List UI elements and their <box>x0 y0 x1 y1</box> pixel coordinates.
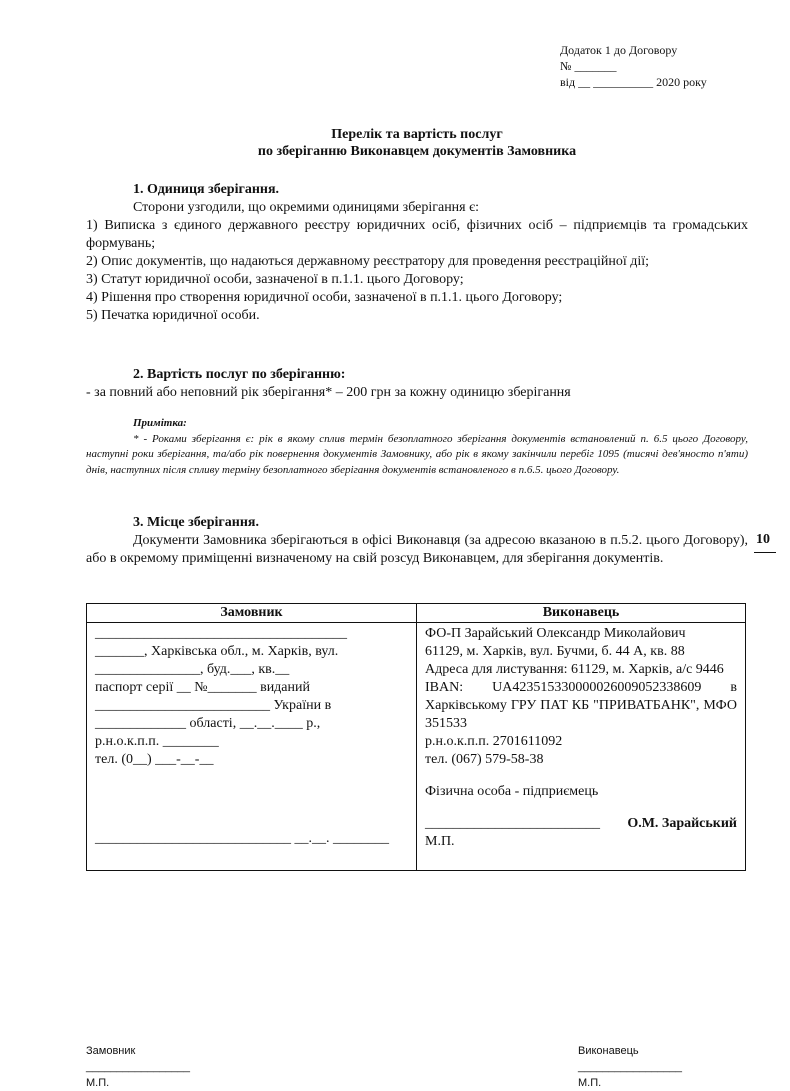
contractor-detail-line: тел. (067) 579-58-38 <box>425 752 544 767</box>
customer-details-cell <box>87 623 417 871</box>
note-block <box>86 416 748 478</box>
title-line-2: по зберіганню Виконавцем документів Замовника <box>257 144 577 159</box>
section-2-text: - за повний або неповний рік зберігання* – 200 грн за кожну одиницю зберігання <box>86 385 571 400</box>
appendix-line-2: № _______ <box>560 59 617 73</box>
footer-customer <box>86 1043 190 1091</box>
section-storage-place <box>86 514 748 568</box>
table-header-row <box>87 604 746 623</box>
section-2-heading: 2. Вартість послуг по зберіганню: <box>133 367 346 382</box>
page-number-underline <box>754 552 776 553</box>
contractor-detail-line: IBAN: UA423515330000026009052338609 в Харківському ГРУ ПАТ КБ "ПРИВАТБАНК", МФО 351533 <box>425 680 737 731</box>
document-title <box>86 126 748 160</box>
appendix-line-1: Додаток 1 до Договору <box>560 43 678 57</box>
customer-detail-line: тел. (0__) ___-__-__ <box>95 752 214 767</box>
contractor-signature-name: О.М. Зарайський <box>627 816 737 831</box>
customer-detail-line: _________________________ України в <box>95 698 332 713</box>
footer-contractor-line: _________________ <box>578 1061 683 1073</box>
section-3-heading: 3. Місце зберігання. <box>133 515 259 530</box>
appendix-header <box>560 42 707 90</box>
parties-table <box>86 603 746 871</box>
table-row <box>87 623 746 871</box>
note-heading: Примітка: <box>133 417 187 429</box>
contractor-detail-line: 61129, м. Харків, вул. Бучми, б. 44 А, кв. 88 <box>425 644 685 659</box>
section-1-item: 3) Статут юридичної особи, зазначеної в п.1.1. цього Договору; <box>86 272 464 287</box>
footer-customer-stamp: М.П. <box>86 1077 110 1089</box>
appendix-line-3: від __ __________ 2020 року <box>560 75 707 89</box>
section-1-intro: Сторони узгодили, що окремими одиницями зберігання є: <box>133 200 480 215</box>
column-header-customer: Замовник <box>87 604 417 623</box>
customer-detail-line: р.н.о.к.п.п. ________ <box>95 734 219 749</box>
page-number: 10 <box>756 532 770 547</box>
customer-detail-line: _______, Харківська обл., м. Харків, вул. <box>95 644 339 659</box>
title-line-1: Перелік та вартість послуг <box>331 127 503 142</box>
customer-detail-line: _____________ області, __.__.____ р., <box>95 716 321 731</box>
section-1-heading: 1. Одиниця зберігання. <box>133 182 280 197</box>
customer-detail-line: _______________, буд.___, кв.__ <box>95 662 290 677</box>
footer-customer-line: _________________ <box>86 1061 191 1073</box>
section-3-text: Документи Замовника зберігаються в офісі Виконавця (за адресою вказаною в п.5.2. цього Договору), або в окремому приміщенні визначеному на свій розсуд Виконавцем, для зберігання документів. <box>86 533 748 566</box>
footer-contractor-label: Виконавець <box>578 1045 639 1057</box>
contractor-detail-line: Адреса для листування: 61129, м. Харків, а/с 9446 <box>425 662 724 677</box>
spacer <box>425 769 737 783</box>
contractor-signature-line: _________________________ <box>425 816 600 831</box>
footer-customer-label: Замовник <box>86 1045 136 1057</box>
contractor-signature <box>425 815 737 833</box>
contractor-detail-line: ФО-П Зарайський Олександр Миколайович <box>425 626 686 641</box>
customer-signature-line: ____________________________ __.__. ________ <box>95 831 389 846</box>
customer-detail-line: паспорт серії __ №_______ виданий <box>95 680 310 695</box>
contractor-stamp: М.П. <box>425 834 455 849</box>
contractor-details-cell <box>417 623 746 871</box>
contractor-status: Фізична особа - підприємець <box>425 784 599 799</box>
section-storage-unit <box>86 181 748 325</box>
column-header-contractor: Виконавець <box>417 604 746 623</box>
footer-contractor-stamp: М.П. <box>578 1077 602 1089</box>
note-text: * - Роками зберігання є: рік в якому сплив термін безоплатного зберігання документів встановлений п. 6.5 цього Договору, наступні роки зберігання, та/або рік повернення документів Замовнику, або рік в якому закінчили перебіг 1095 (тисячі дев'яносто п'яти) днів, наступних після спливу терміну безоплатного зберігання документів встановленого в п.6.5. цього Договору. <box>86 432 748 476</box>
footer-contractor <box>578 1043 682 1091</box>
section-1-item: 2) Опис документів, що надаються державному реєстратору для проведення реєстраційної дії; <box>86 254 650 269</box>
contractor-detail-line: р.н.о.к.п.п. 2701611092 <box>425 734 563 749</box>
section-service-cost <box>86 366 748 402</box>
customer-detail-line: ____________________________________ <box>95 626 347 641</box>
section-1-item: 4) Рішення про створення юридичної особи, зазначеної в п.1.1. цього Договору; <box>86 290 563 305</box>
section-1-item: 5) Печатка юридичної особи. <box>86 308 260 323</box>
section-1-item: 1) Виписка з єдиного державного реєстру юридичних осіб, фізичних осіб – підприємців та громадських формувань; <box>86 218 748 251</box>
